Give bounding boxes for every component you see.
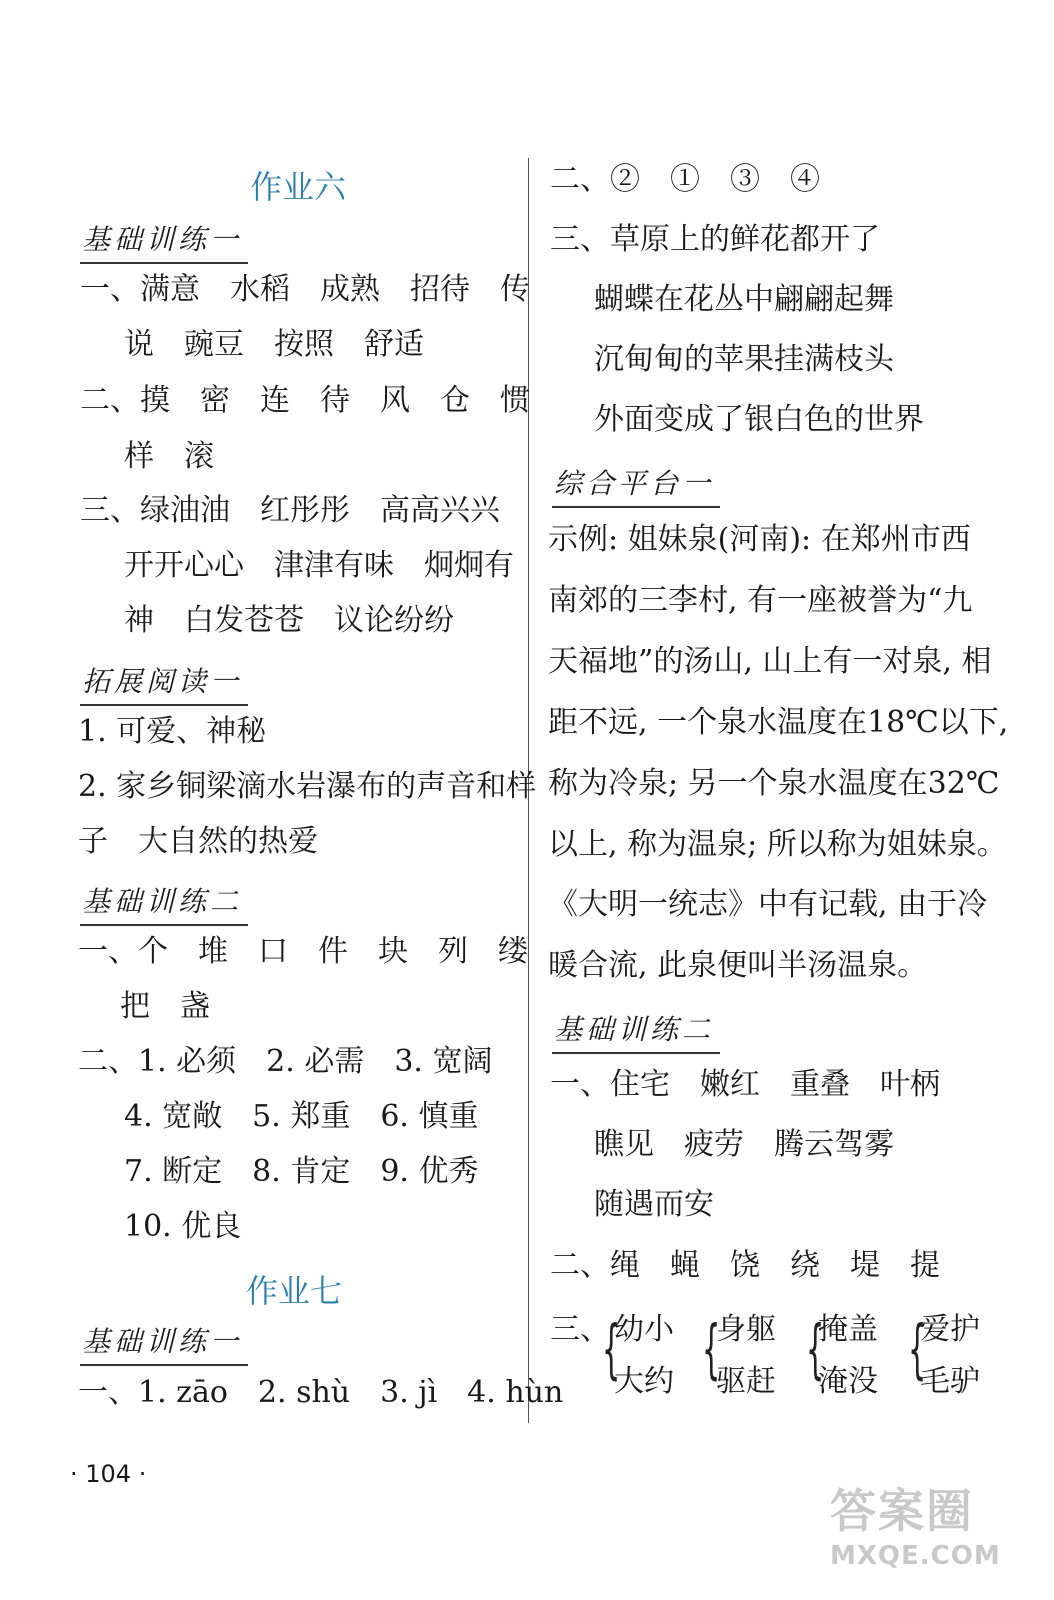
answer-line: 称为冷泉; 另一个泉水温度在32℃ <box>548 766 1000 801</box>
answer-line: 蝴蝶在花丛中翩翩起舞 <box>594 282 894 317</box>
answer-line: 一、住宅 嫩红 重叠 叶柄 <box>550 1067 940 1102</box>
pair-top: 身躯 <box>716 1312 776 1347</box>
answer-line: 4. 宽敞 5. 郑重 6. 慎重 <box>124 1099 479 1134</box>
answer-line: 把 盏 <box>120 989 210 1024</box>
brace-icon: { <box>602 1313 621 1387</box>
watermark-text: 答案圈 <box>830 1484 974 1538</box>
watermark-logo <box>830 1475 1030 1585</box>
answer-line: 示例: 姐妹泉(河南): 在郑州市西 <box>548 522 971 557</box>
answer-line: 说 豌豆 按照 舒适 <box>124 327 424 362</box>
answer-line: 7. 断定 8. 肯定 9. 优秀 <box>124 1154 479 1189</box>
subsection-integrated-platform-1: 综合平台一 <box>552 462 720 508</box>
answer-line: 二、② ① ③ ④ <box>550 162 820 197</box>
brace-icon: { <box>702 1313 721 1387</box>
answer-line: 1. 可爱、神秘 <box>78 714 267 749</box>
watermark-url: MXQE.COM <box>830 1541 1001 1571</box>
answer-line: 一、个 堆 口 件 块 列 缕 <box>78 934 528 969</box>
answer-line: 样 滚 <box>124 439 214 474</box>
answer-line: 随遇而安 <box>594 1187 714 1222</box>
answer-line: 一、满意 水稻 成熟 招待 传 <box>80 272 530 307</box>
pair-top: 爱护 <box>920 1312 980 1347</box>
section-title-homework-6: 作业六 <box>250 168 347 206</box>
answer-line: 以上, 称为温泉; 所以称为姐妹泉。 <box>548 827 1007 862</box>
section-title-homework-7: 作业七 <box>246 1272 343 1310</box>
subsection-basic-training-1b: 基础训练一 <box>80 1320 248 1366</box>
pair-bottom: 驱赶 <box>716 1364 776 1399</box>
answer-line: 二、1. 必须 2. 必需 3. 宽阔 <box>78 1044 493 1079</box>
subsection-basic-training-2: 基础训练二 <box>80 880 248 926</box>
subsection-extended-reading-1: 拓展阅读一 <box>80 660 248 706</box>
answer-line: 二、摸 密 连 待 风 仓 惯 <box>80 383 530 418</box>
answer-line: 开开心心 津津有味 炯炯有 <box>124 548 514 583</box>
answer-line: 2. 家乡铜梁滴水岩瀑布的声音和样 <box>78 769 537 804</box>
answer-line: 三、绿油油 红彤彤 高高兴兴 <box>80 493 500 528</box>
answer-line: 10. 优良 <box>124 1209 242 1244</box>
answer-line: 三、 <box>550 1312 610 1347</box>
pair-top: 幼小 <box>614 1312 674 1347</box>
pair-bottom: 毛驴 <box>920 1364 980 1399</box>
pair-bottom: 大约 <box>614 1364 674 1399</box>
answer-line: 神 白发苍苍 议论纷纷 <box>124 603 454 638</box>
answer-line: 南郊的三李村, 有一座被誉为“九 <box>548 583 973 618</box>
pair-top: 掩盖 <box>818 1312 878 1347</box>
subsection-basic-training-2b: 基础训练二 <box>552 1008 720 1054</box>
brace-icon: { <box>806 1313 825 1387</box>
answer-line: 外面变成了银白色的世界 <box>594 402 924 437</box>
answer-line: 一、1. zāo 2. shù 3. jì 4. hùn <box>78 1375 564 1410</box>
answer-line: 子 大自然的热爱 <box>78 824 318 859</box>
answer-line: 沉甸甸的苹果挂满枝头 <box>594 342 894 377</box>
pair-bottom: 淹没 <box>818 1364 878 1399</box>
answer-line: 三、草原上的鲜花都开了 <box>550 222 880 257</box>
answer-line: 暖合流, 此泉便叫半汤温泉。 <box>548 948 928 983</box>
answer-line: 瞧见 疲劳 腾云驾雾 <box>594 1127 894 1162</box>
answer-line: 二、绳 蝇 饶 绕 堤 提 <box>550 1248 940 1283</box>
answer-line: 距不远, 一个泉水温度在18℃以下, <box>548 705 1009 740</box>
brace-icon: { <box>908 1313 927 1387</box>
page-number: · 104 · <box>70 1460 147 1488</box>
answer-line: 天福地”的汤山, 山上有一对泉, 相 <box>548 644 992 679</box>
subsection-basic-training-1: 基础训练一 <box>80 218 248 264</box>
answer-line: 《大明一统志》中有记载, 由于冷 <box>548 887 988 922</box>
